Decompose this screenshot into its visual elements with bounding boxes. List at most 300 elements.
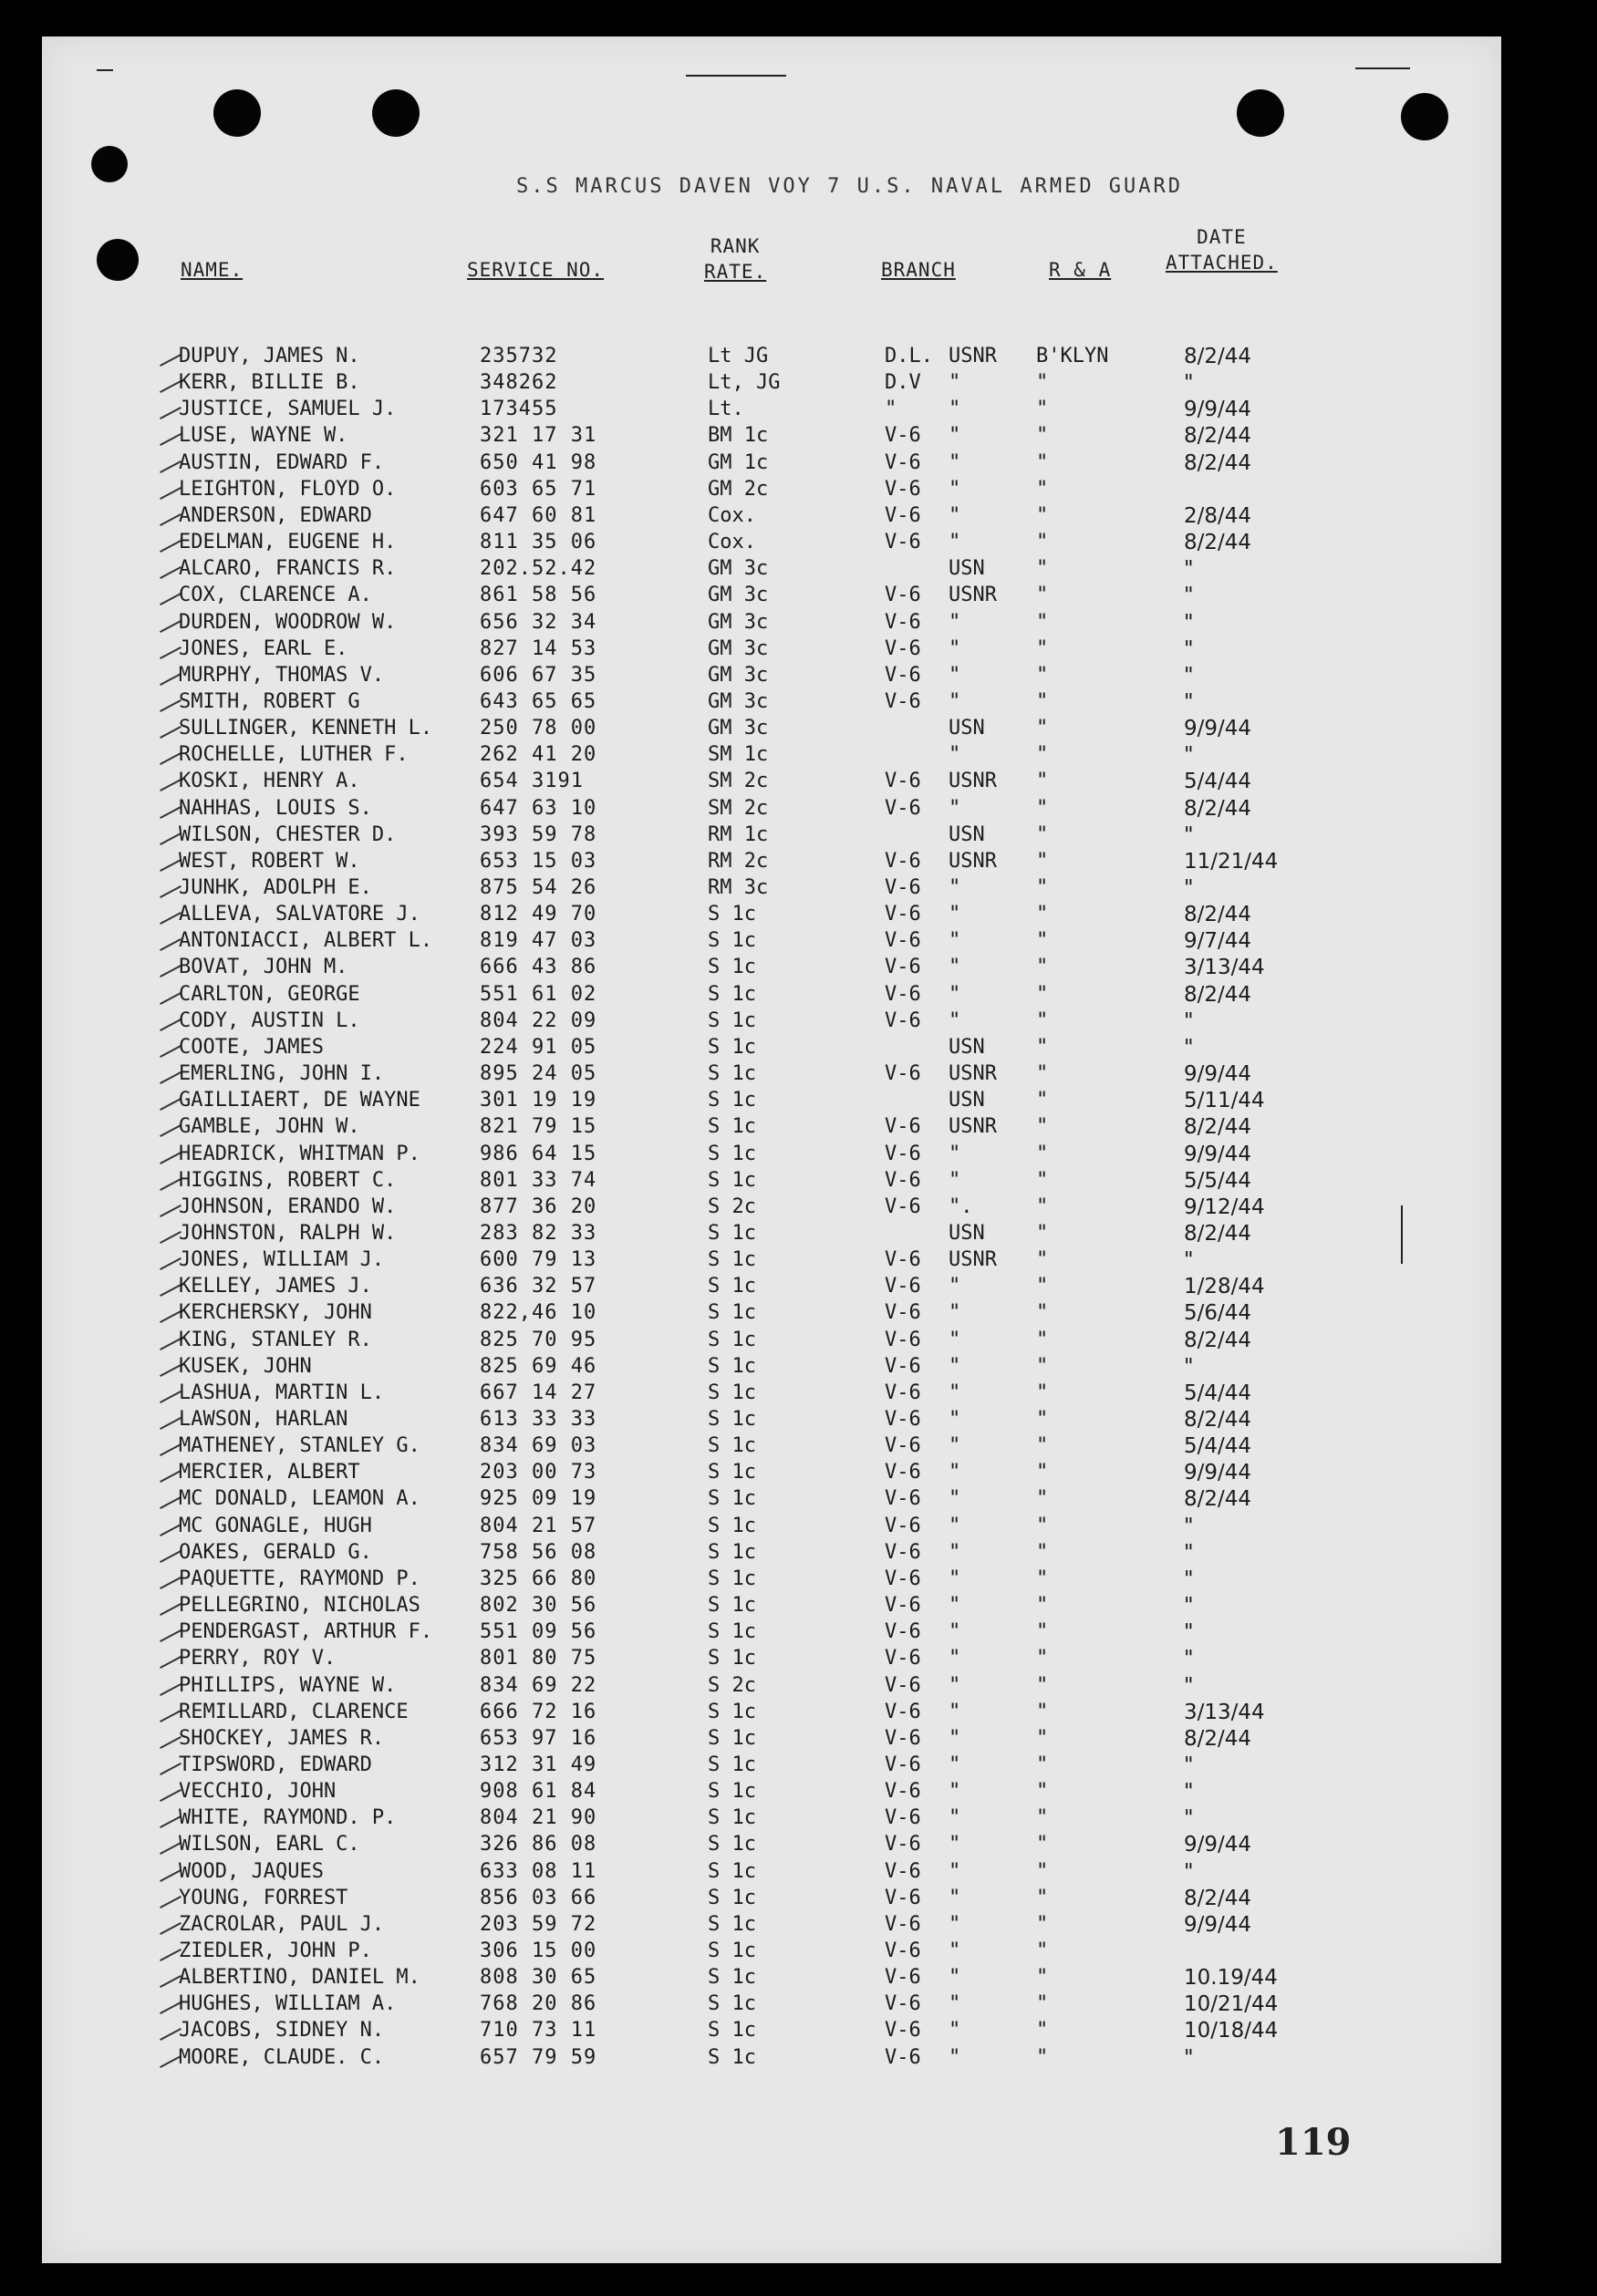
branch-class: V-6 — [885, 1540, 921, 1564]
crew-name: JUNHK, ADOLPH E. — [179, 876, 372, 899]
r-and-a: " — [1036, 503, 1049, 527]
branch-class: V-6 — [885, 1142, 921, 1165]
r-and-a: " — [1036, 1008, 1049, 1032]
table-row — [42, 1992, 1501, 2019]
branch-service: " — [949, 1673, 961, 1697]
crew-name: NAHHAS, LOUIS S. — [179, 796, 372, 820]
crew-name: TIPSWORD, EDWARD — [179, 1753, 372, 1776]
crew-name: SHOCKEY, JAMES R. — [179, 1726, 385, 1750]
date-attached: 9/9/44 — [1184, 1461, 1252, 1485]
date-attached: 9/7/44 — [1184, 929, 1252, 954]
r-and-a: " — [1036, 2045, 1049, 2069]
rank-rate: SM 2c — [708, 796, 769, 820]
branch-service: USNR — [949, 849, 997, 873]
branch-class: V-6 — [885, 796, 921, 820]
rank-rate: S 1c — [708, 982, 756, 1006]
service-number: 647 63 10 — [480, 796, 597, 820]
branch-service: USNR — [949, 584, 997, 607]
crew-name: AUSTIN, EDWARD F. — [179, 450, 385, 474]
date-attached: 9/9/44 — [1184, 1912, 1252, 1937]
r-and-a: " — [1036, 689, 1049, 713]
header-rank: RANK — [710, 235, 761, 257]
service-number: 875 54 26 — [480, 876, 597, 899]
r-and-a: " — [1036, 1886, 1049, 1909]
service-number: 819 47 03 — [480, 929, 597, 953]
crew-name: CODY, AUSTIN L. — [179, 1008, 360, 1032]
table-row — [42, 664, 1501, 690]
branch-class: V-6 — [885, 1647, 921, 1670]
crew-name: COX, CLARENCE A. — [179, 584, 372, 607]
date-attached: " — [1184, 557, 1194, 582]
rank-rate: BM 1c — [708, 424, 769, 448]
table-row — [42, 345, 1501, 371]
r-and-a: " — [1036, 1833, 1049, 1856]
date-attached: " — [1184, 1354, 1194, 1379]
crew-name: GAILLIAERT, DE WAYNE — [179, 1089, 420, 1112]
table-row — [42, 823, 1501, 850]
rank-rate: S 1c — [708, 1753, 756, 1776]
branch-class: V-6 — [885, 1806, 921, 1830]
crew-name: MC GONAGLE, HUGH — [179, 1514, 372, 1537]
r-and-a: " — [1036, 1939, 1049, 1962]
r-and-a: " — [1036, 371, 1049, 395]
service-number: 804 21 57 — [480, 1514, 597, 1537]
crew-name: JACOBS, SIDNEY N. — [179, 2019, 385, 2043]
branch-service: " — [949, 1700, 961, 1723]
table-row — [42, 371, 1501, 398]
service-number: 877 36 20 — [480, 1195, 597, 1218]
branch-service: " — [949, 876, 961, 899]
table-row — [42, 717, 1501, 743]
rank-rate: GM 3c — [708, 636, 769, 660]
date-attached: " — [1184, 1673, 1194, 1698]
crew-name: MURPHY, THOMAS V. — [179, 663, 385, 687]
branch-class: V-6 — [885, 1062, 921, 1086]
date-attached: 11/21/44 — [1184, 849, 1279, 874]
r-and-a: " — [1036, 1461, 1049, 1484]
service-number: 203 00 73 — [480, 1461, 597, 1484]
branch-class: V-6 — [885, 929, 921, 953]
table-row — [42, 797, 1501, 823]
date-attached: " — [1184, 1620, 1194, 1645]
crew-name: DUPUY, JAMES N. — [179, 345, 360, 367]
r-and-a: " — [1036, 1726, 1049, 1750]
r-and-a: " — [1036, 1195, 1049, 1218]
service-number: 834 69 03 — [480, 1434, 597, 1458]
table-row — [42, 478, 1501, 504]
r-and-a: " — [1036, 903, 1049, 926]
service-number: 653 97 16 — [480, 1726, 597, 1750]
r-and-a: " — [1036, 2019, 1049, 2043]
crew-name: ALLEVA, SALVATORE J. — [179, 903, 420, 926]
r-and-a: " — [1036, 1301, 1049, 1325]
r-and-a: " — [1036, 1753, 1049, 1776]
branch-class: V-6 — [885, 1726, 921, 1750]
table-row — [42, 531, 1501, 557]
branch-class: V-6 — [885, 503, 921, 527]
branch-service: USN — [949, 822, 985, 846]
branch-service: " — [949, 1275, 961, 1298]
table-row — [42, 1647, 1501, 1673]
branch-class: V-6 — [885, 689, 921, 713]
branch-class: V-6 — [885, 2019, 921, 2043]
branch-service: " — [949, 531, 961, 554]
table-row — [42, 1780, 1501, 1806]
rank-rate: S 2c — [708, 1673, 756, 1697]
r-and-a: " — [1036, 531, 1049, 554]
service-number: 710 73 11 — [480, 2019, 597, 2043]
rank-rate: S 1c — [708, 903, 756, 926]
header-date-attached — [1166, 224, 1278, 275]
r-and-a: " — [1036, 1647, 1049, 1670]
service-number: 321 17 31 — [480, 424, 597, 448]
crew-name: MC DONALD, LEAMON A. — [179, 1487, 420, 1511]
rank-rate: S 1c — [708, 1487, 756, 1511]
branch-service: " — [949, 477, 961, 501]
branch-service: " — [949, 1966, 961, 1990]
rank-rate: S 1c — [708, 1301, 756, 1325]
service-number: 551 09 56 — [480, 1620, 597, 1644]
table-row — [42, 1408, 1501, 1434]
service-number: 203 59 72 — [480, 1912, 597, 1936]
crew-name: SULLINGER, KENNETH L. — [179, 717, 433, 740]
r-and-a: " — [1036, 398, 1049, 421]
crew-name: PHILLIPS, WAYNE W. — [179, 1673, 397, 1697]
service-number: 636 32 57 — [480, 1275, 597, 1298]
branch-service: " — [949, 1726, 961, 1750]
date-attached: 9/9/44 — [1184, 1833, 1252, 1857]
date-attached: 8/2/44 — [1184, 903, 1252, 927]
rank-rate: S 1c — [708, 1726, 756, 1750]
table-row — [42, 1860, 1501, 1887]
branch-class: V-6 — [885, 1115, 921, 1139]
service-number: 925 09 19 — [480, 1487, 597, 1511]
table-row — [42, 1434, 1501, 1461]
r-and-a: " — [1036, 1275, 1049, 1298]
table-row — [42, 1461, 1501, 1487]
rank-rate: S 1c — [708, 1514, 756, 1537]
rank-rate: GM 2c — [708, 477, 769, 501]
rank-rate: S 1c — [708, 1859, 756, 1883]
branch-service: " — [949, 1886, 961, 1909]
crew-name: SMITH, ROBERT G — [179, 689, 360, 713]
date-attached: 8/2/44 — [1184, 424, 1252, 449]
r-and-a: " — [1036, 1248, 1049, 1272]
date-attached: 8/2/44 — [1184, 1408, 1252, 1432]
rank-rate: S 1c — [708, 1912, 756, 1936]
service-number: 301 19 19 — [480, 1089, 597, 1112]
branch-service: ". — [949, 1195, 973, 1218]
date-attached: " — [1184, 1035, 1194, 1060]
punch-hole — [1237, 89, 1284, 137]
branch-service: USNR — [949, 1062, 997, 1086]
date-attached: 2/8/44 — [1184, 503, 1252, 528]
branch-service: " — [949, 1939, 961, 1962]
branch-service: USN — [949, 1221, 985, 1245]
crew-name: ZACROLAR, PAUL J. — [179, 1912, 385, 1936]
r-and-a: " — [1036, 849, 1049, 873]
r-and-a: " — [1036, 1992, 1049, 2016]
crew-name: WILSON, EARL C. — [179, 1833, 360, 1856]
date-attached: 3/13/44 — [1184, 956, 1265, 980]
rank-rate: S 1c — [708, 2045, 756, 2069]
branch-class: V-6 — [885, 1966, 921, 1990]
date-attached: " — [1184, 1806, 1194, 1831]
branch-class: V-6 — [885, 876, 921, 899]
rank-rate: S 1c — [708, 1594, 756, 1618]
table-row — [42, 1727, 1501, 1753]
r-and-a: " — [1036, 424, 1049, 448]
rank-rate: GM 3c — [708, 557, 769, 581]
service-number: 650 41 98 — [480, 450, 597, 474]
scan-mark — [97, 69, 113, 71]
service-number: 895 24 05 — [480, 1062, 597, 1086]
branch-class: D.L. — [885, 345, 933, 367]
date-attached: " — [1184, 1780, 1194, 1805]
date-attached: " — [1184, 1647, 1194, 1671]
punch-hole — [213, 89, 261, 137]
rank-rate: S 1c — [708, 1647, 756, 1670]
table-row — [42, 1567, 1501, 1594]
branch-class: V-6 — [885, 1912, 921, 1936]
branch-service: " — [949, 929, 961, 953]
branch-class: V-6 — [885, 1434, 921, 1458]
service-number: 393 59 78 — [480, 822, 597, 846]
date-attached: " — [1184, 584, 1194, 608]
crew-name: JOHNSON, ERANDO W. — [179, 1195, 397, 1218]
rank-rate: S 1c — [708, 1221, 756, 1245]
date-attached: " — [1184, 610, 1194, 635]
rank-rate: GM 3c — [708, 663, 769, 687]
table-row — [42, 929, 1501, 956]
date-attached: 5/5/44 — [1184, 1168, 1252, 1193]
rank-rate: Lt, JG — [708, 371, 781, 395]
rank-rate: RM 1c — [708, 822, 769, 846]
punch-hole — [1401, 93, 1448, 140]
rank-rate: S 1c — [708, 929, 756, 953]
branch-service: " — [949, 1381, 961, 1404]
r-and-a: " — [1036, 717, 1049, 740]
r-and-a: " — [1036, 822, 1049, 846]
rank-rate: S 1c — [708, 1062, 756, 1086]
service-number: 654 3191 — [480, 770, 584, 793]
service-number: 808 30 65 — [480, 1966, 597, 1990]
crew-name: JONES, EARL E. — [179, 636, 348, 660]
crew-name: GAMBLE, JOHN W. — [179, 1115, 360, 1139]
service-number: 802 30 56 — [480, 1594, 597, 1618]
date-attached: " — [1184, 1594, 1194, 1619]
branch-class: V-6 — [885, 1354, 921, 1378]
rank-rate: GM 3c — [708, 689, 769, 713]
branch-class: V-6 — [885, 1594, 921, 1618]
rank-rate: S 1c — [708, 1700, 756, 1723]
date-attached: 1/28/44 — [1184, 1275, 1265, 1299]
rank-rate: GM 3c — [708, 717, 769, 740]
date-attached: " — [1184, 2045, 1194, 2070]
rank-rate: SM 2c — [708, 770, 769, 793]
branch-service: USNR — [949, 1248, 997, 1272]
date-attached: 10/21/44 — [1184, 1992, 1279, 2017]
table-row — [42, 876, 1501, 903]
branch-service: USN — [949, 557, 985, 581]
header-rate: RATE. — [704, 261, 767, 283]
branch-service: " — [949, 1168, 961, 1192]
crew-name: CARLTON, GEORGE — [179, 982, 360, 1006]
date-attached: 9/9/44 — [1184, 717, 1252, 741]
r-and-a: " — [1036, 929, 1049, 953]
branch-service: " — [949, 1567, 961, 1590]
rank-rate: S 1c — [708, 1886, 756, 1909]
table-row — [42, 743, 1501, 770]
service-number: 656 32 34 — [480, 610, 597, 634]
branch-class: V-6 — [885, 2045, 921, 2069]
branch-class: V-6 — [885, 1886, 921, 1909]
branch-class: V-6 — [885, 1514, 921, 1537]
branch-class: V-6 — [885, 610, 921, 634]
r-and-a: " — [1036, 1142, 1049, 1165]
rank-rate: S 1c — [708, 1434, 756, 1458]
crew-name: OAKES, GERALD G. — [179, 1540, 372, 1564]
branch-class: V-6 — [885, 1753, 921, 1776]
crew-name: VECCHIO, JOHN — [179, 1780, 337, 1804]
crew-name: KUSEK, JOHN — [179, 1354, 312, 1378]
table-row — [42, 1275, 1501, 1301]
crew-name: JONES, WILLIAM J. — [179, 1248, 385, 1272]
r-and-a: " — [1036, 1673, 1049, 1697]
table-row — [42, 451, 1501, 478]
date-attached: " — [1184, 822, 1194, 847]
r-and-a: " — [1036, 743, 1049, 767]
date-attached: " — [1184, 1514, 1194, 1538]
date-attached: 5/6/44 — [1184, 1301, 1252, 1326]
crew-name: KERCHERSKY, JOHN — [179, 1301, 372, 1325]
crew-name: WEST, ROBERT W. — [179, 849, 360, 873]
branch-service: " — [949, 1620, 961, 1644]
branch-class: V-6 — [885, 636, 921, 660]
branch-class: V-6 — [885, 424, 921, 448]
table-row — [42, 1620, 1501, 1647]
rank-rate: S 1c — [708, 1992, 756, 2016]
rank-rate: S 1c — [708, 1275, 756, 1298]
branch-service: " — [949, 1008, 961, 1032]
rank-rate: S 1c — [708, 1381, 756, 1404]
branch-service: " — [949, 689, 961, 713]
branch-service: " — [949, 1594, 961, 1618]
date-attached: 5/11/44 — [1184, 1089, 1265, 1113]
crew-name: ZIEDLER, JOHN P. — [179, 1939, 372, 1962]
crew-name: BOVAT, JOHN M. — [179, 956, 348, 979]
branch-service: USN — [949, 1035, 985, 1059]
rank-rate: RM 3c — [708, 876, 769, 899]
branch-class: V-6 — [885, 1567, 921, 1590]
table-row — [42, 1195, 1501, 1222]
branch-class: V-6 — [885, 1992, 921, 2016]
branch-service: " — [949, 610, 961, 634]
r-and-a: " — [1036, 1700, 1049, 1723]
service-number: 667 14 27 — [480, 1381, 597, 1404]
date-attached: 8/2/44 — [1184, 796, 1252, 821]
branch-service: " — [949, 1514, 961, 1537]
crew-name: EMERLING, JOHN I. — [179, 1062, 385, 1086]
r-and-a: " — [1036, 477, 1049, 501]
document-page — [42, 36, 1501, 2263]
date-attached: 9/9/44 — [1184, 1062, 1252, 1087]
branch-service: " — [949, 663, 961, 687]
service-number: 250 78 00 — [480, 717, 597, 740]
r-and-a: " — [1036, 1912, 1049, 1936]
branch-service: " — [949, 1487, 961, 1511]
service-number: 856 03 66 — [480, 1886, 597, 1909]
service-number: 312 31 49 — [480, 1753, 597, 1776]
branch-class: V-6 — [885, 1859, 921, 1883]
r-and-a: " — [1036, 1859, 1049, 1883]
r-and-a: " — [1036, 1567, 1049, 1590]
branch-service: " — [949, 903, 961, 926]
r-and-a: " — [1036, 1514, 1049, 1537]
service-number: 325 66 80 — [480, 1567, 597, 1590]
service-number: 173455 — [480, 398, 558, 421]
rank-rate: GM 1c — [708, 450, 769, 474]
branch-service: " — [949, 1434, 961, 1458]
r-and-a: " — [1036, 1408, 1049, 1431]
rank-rate: Lt. — [708, 398, 744, 421]
crew-name: YOUNG, FORREST — [179, 1886, 348, 1909]
service-number: 606 67 35 — [480, 663, 597, 687]
branch-class: V-6 — [885, 849, 921, 873]
branch-class: V-6 — [885, 1408, 921, 1431]
table-row — [42, 690, 1501, 717]
branch-class: V-6 — [885, 584, 921, 607]
table-row — [42, 2019, 1501, 2045]
service-number: 603 65 71 — [480, 477, 597, 501]
branch-class: V-6 — [885, 663, 921, 687]
r-and-a: " — [1036, 1168, 1049, 1192]
crew-name: KELLEY, JAMES J. — [179, 1275, 372, 1298]
r-and-a: " — [1036, 584, 1049, 607]
r-and-a: " — [1036, 1221, 1049, 1245]
service-number: 613 33 33 — [480, 1408, 597, 1431]
crew-name: KOSKI, HENRY A. — [179, 770, 360, 793]
branch-service: " — [949, 982, 961, 1006]
crew-name: LASHUA, MARTIN L. — [179, 1381, 385, 1404]
rank-rate: Cox. — [708, 531, 756, 554]
rank-rate: RM 2c — [708, 849, 769, 873]
r-and-a: " — [1036, 557, 1049, 581]
crew-name: LAWSON, HARLAN — [179, 1408, 348, 1431]
punch-hole — [91, 146, 128, 182]
service-number: 326 86 08 — [480, 1833, 597, 1856]
table-row — [42, 1169, 1501, 1195]
crew-name: EDELMAN, EUGENE H. — [179, 531, 397, 554]
branch-service: " — [949, 503, 961, 527]
r-and-a: " — [1036, 1035, 1049, 1059]
table-row — [42, 770, 1501, 796]
table-row — [42, 1487, 1501, 1514]
date-attached: " — [1184, 1567, 1194, 1591]
rank-rate: S 1c — [708, 1939, 756, 1962]
r-and-a: " — [1036, 1780, 1049, 1804]
rank-rate: S 1c — [708, 1089, 756, 1112]
crew-name: WOOD, JAQUES — [179, 1859, 324, 1883]
branch-class: V-6 — [885, 1168, 921, 1192]
rank-rate: Lt JG — [708, 345, 769, 367]
service-number: 306 15 00 — [480, 1939, 597, 1962]
page-number: 119 — [1275, 2121, 1352, 2164]
service-number: 811 35 06 — [480, 531, 597, 554]
crew-name: ALCARO, FRANCIS R. — [179, 557, 397, 581]
branch-class: V-6 — [885, 477, 921, 501]
crew-name: PENDERGAST, ARTHUR F. — [179, 1620, 433, 1644]
